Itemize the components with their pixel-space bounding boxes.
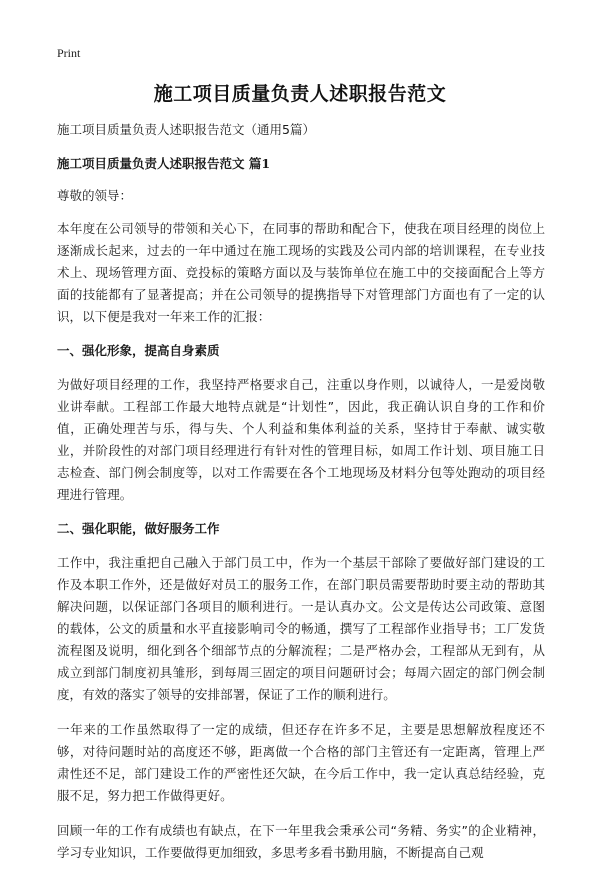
paragraph-section-2: 工作中，我注重把自己融入于部门员工中，作为一个基层干部除了要做好部门建设的工作及本职工作外，还是做好对员工的服务工作，在部门职员需要帮助时要主动的帮助其解决问题，以保证部门各项目的顺利进行。一是认真办文。公文是传达公司政策、意图的载体，公文的质量和水平直接影响司令的畅通，撰写了工程部作业指导书；工厂发货流程图及说明，细化到各个细部节点的分解流程；二是严格办会，工程部从无到有，从成立到部门制度初具雏形，到每周三固定的项目问题研讨会；每周六固定的部门例会制度，有效的落实了领导的安排部署，保证了工作的顺利进行。	[57, 555, 545, 702]
print-link[interactable]: Print	[57, 46, 81, 60]
section-heading-1: 一、强化形象，提高自身素质	[57, 343, 220, 358]
paragraph-section-1: 为做好项目经理的工作，我坚持严格要求自己，注重以身作则，以诚待人，一是爱岗敬业讲奉献。工程部工作最大地特点就是“计划性”，因此，我正确认识自身的工作和价值，正确处理苦与乐，得与失、个人利益和集体利益的关系，坚持甘于奉献、诚实敬业，并阶段性的对部门项目经理进行有针对性的管理目标，如周工作计划、项目施工日志检查、部门例会制度等，以对工作需要在各个工地现场及材料分包等处跑动的项目经理进行管理。	[57, 377, 545, 502]
paragraph-shortcomings: 一年来的工作虽然取得了一定的成绩，但还存在许多不足，主要是思想解放程度还不够，对待问题时站的高度还不够，距离做一个合格的部门主管还有一定距离，管理上严肃性还不足，部门建设工作的严密性还欠缺，在今后工作中，我一定认真总结经验，克服不足，努力把工作做得更好。	[57, 722, 545, 803]
paragraph-review: 回顾一年的工作有成绩也有缺点，在下一年里我会秉承公司“务精、务实”的企业精神，学习专业知识，工作要做得更加细致，多思考多看书勤用脑，不断提高自己观	[57, 823, 545, 860]
salutation: 尊敬的领导：	[57, 188, 133, 203]
article-title: 施工项目质量负责人述职报告范文 篇1	[57, 156, 271, 171]
paragraph-intro: 本年度在公司领导的带领和关心下，在同事的帮助和配合下，使我在项目经理的岗位上逐渐成长起来，过去的一年中通过在施工现场的实践及公司内部的培训课程，在专业技术上、现场管理方面、竞投标的策略方面以及与装饰单位在施工中的交接面配合上等方面的技能都有了显著提高；并在公司领导的提携指导下对管理部门方面也有了一定的认识，以下便是我对一年来工作的汇报：	[57, 221, 545, 324]
document-title: 施工项目质量负责人述职报告范文	[153, 83, 447, 105]
document-subtitle: 施工项目质量负责人述职报告范文（通用5篇）	[57, 122, 315, 137]
document-body	[57, 120, 545, 877]
section-heading-2: 二、强化职能，做好服务工作	[57, 521, 220, 536]
